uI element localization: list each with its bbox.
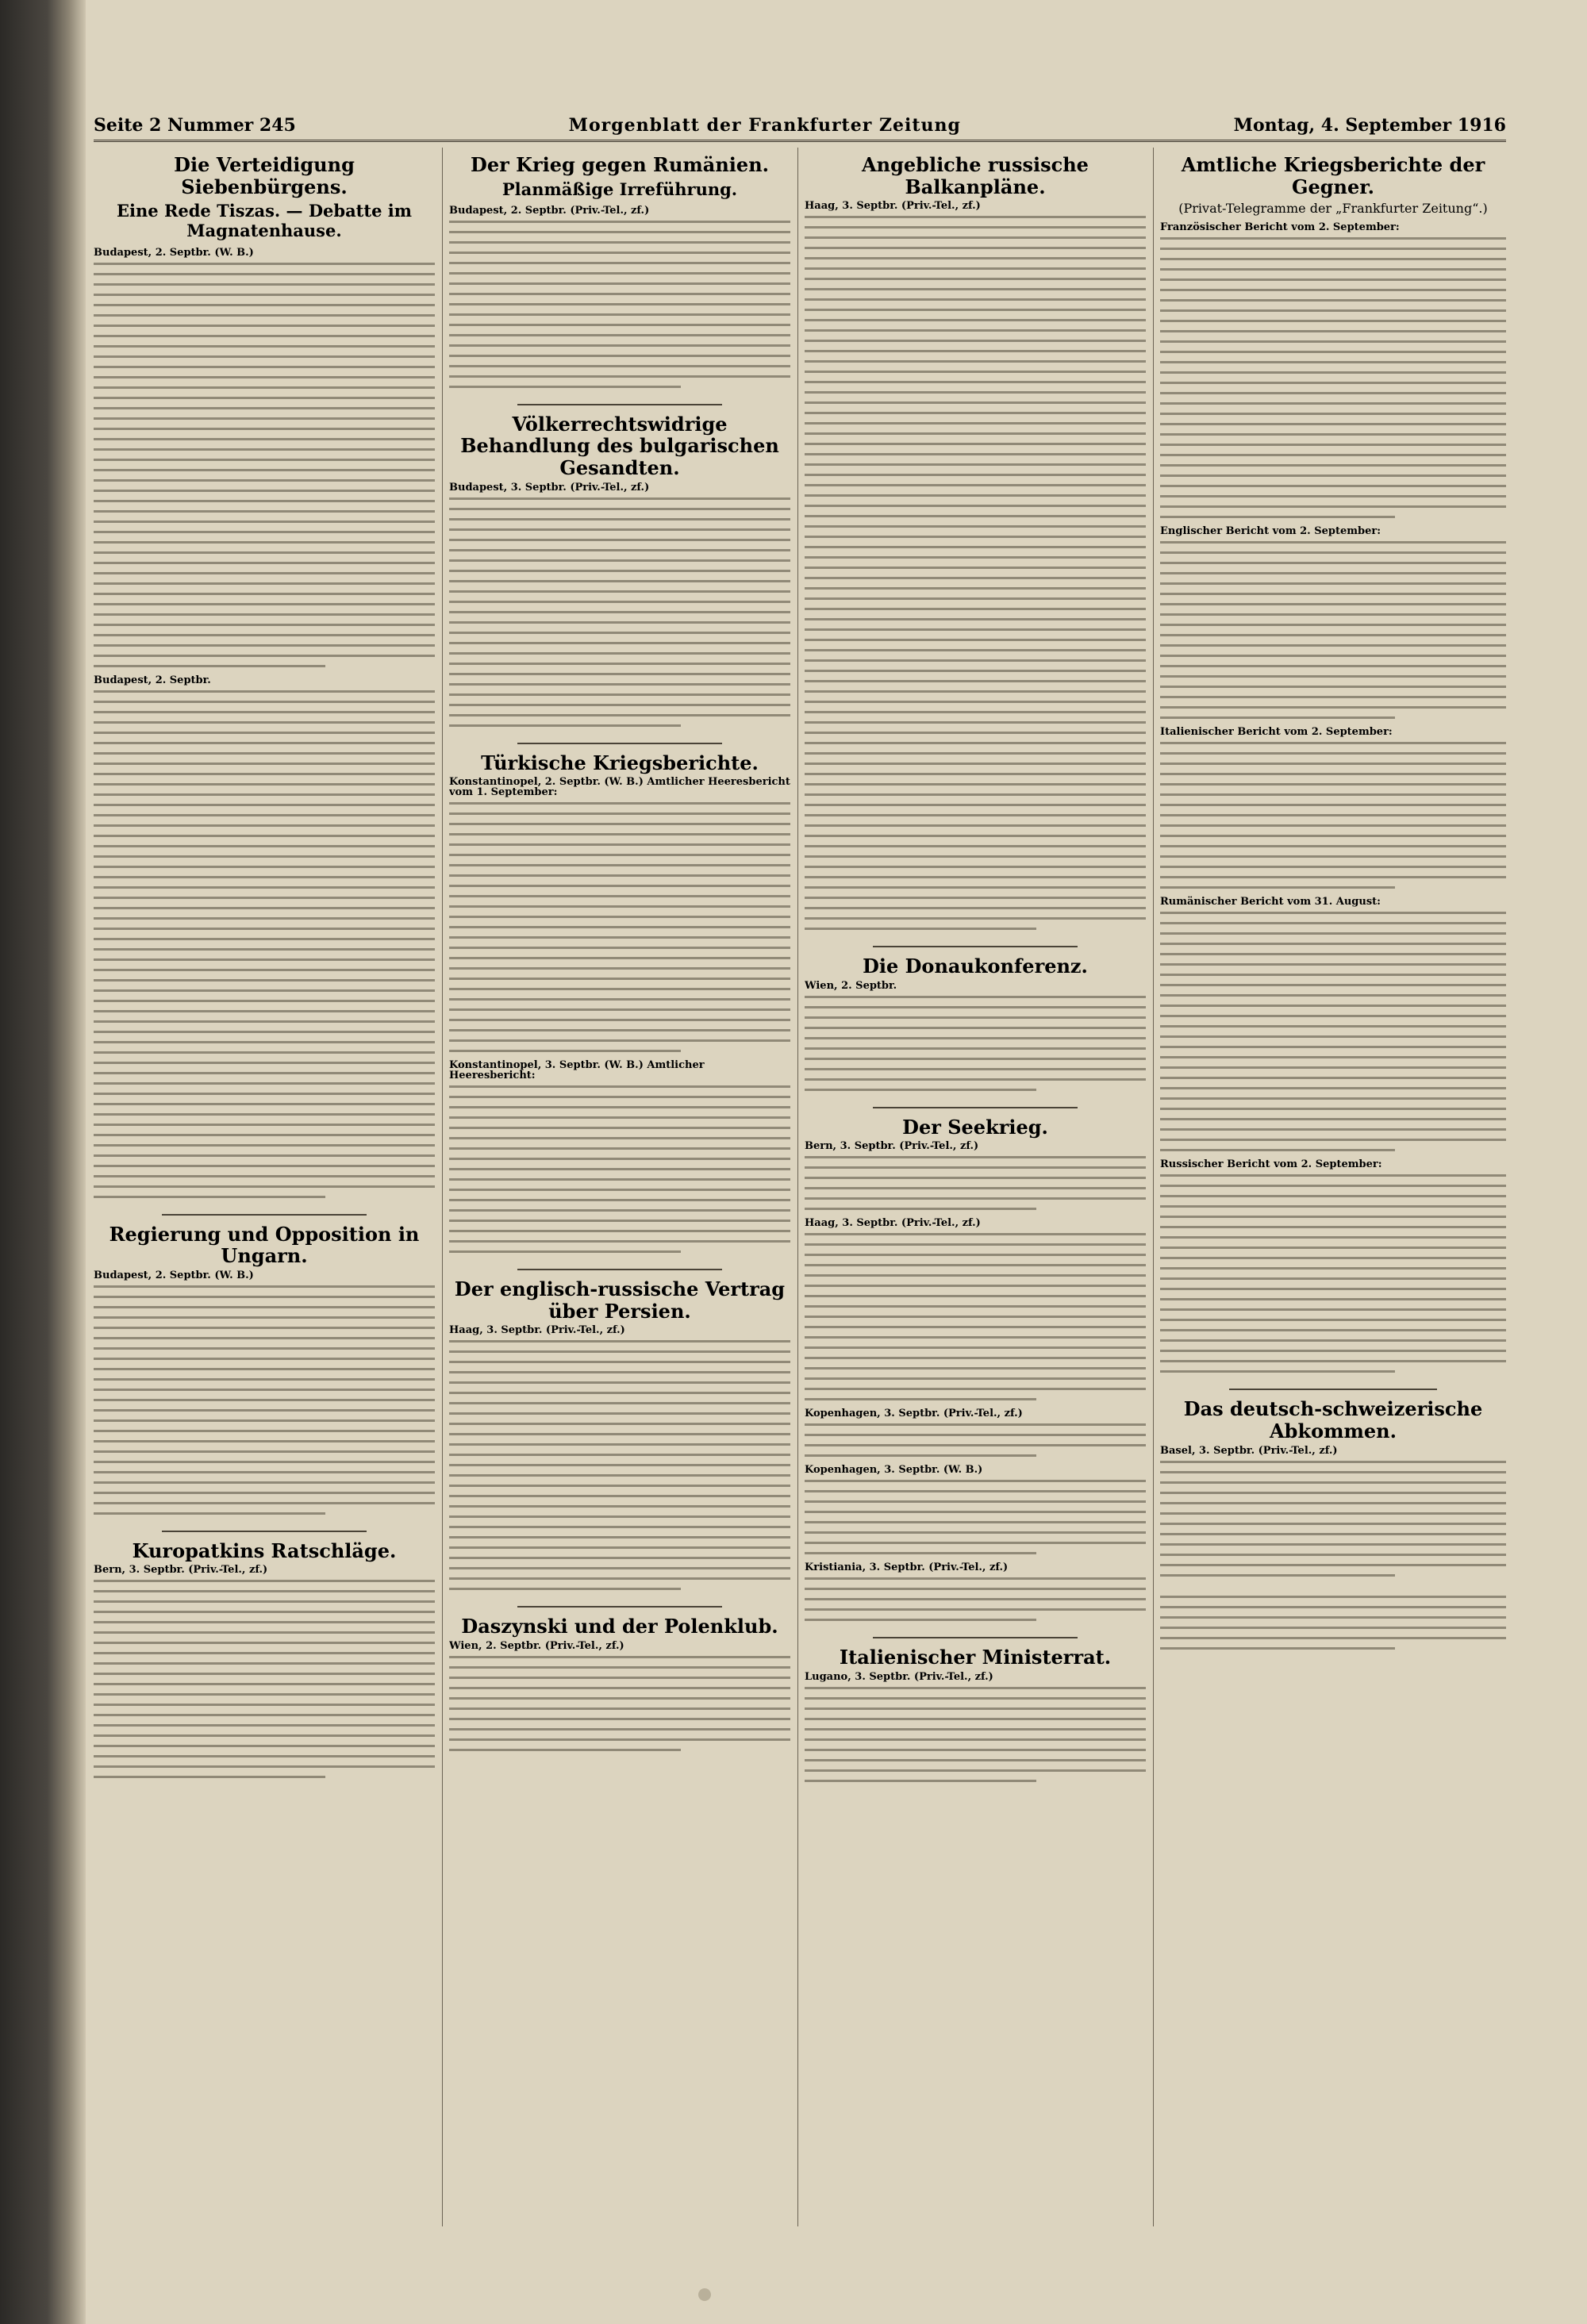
article-body	[1160, 541, 1506, 727]
article-dateline: Wien, 2. Septbr.	[805, 979, 897, 992]
report-heading: Rumänischer Bericht vom 31. August:	[1160, 896, 1381, 908]
article-separator	[517, 1606, 722, 1608]
article-headline: Der Krieg gegen Rumänien.	[471, 153, 769, 176]
masthead	[94, 111, 1506, 142]
article-subheadline: (Privat-Telegramme der „Frankfurter Zeitung“.)	[1178, 201, 1488, 217]
column-3	[805, 151, 1146, 2230]
article-headline: Völkerrechtswidrige Behandlung des bulgarischen Gesandten.	[460, 412, 779, 479]
article-body	[805, 1156, 1146, 1218]
report-heading: Englischer Bericht vom 2. September:	[1160, 525, 1381, 538]
article-dateline: Kopenhagen, 3. Septbr. (W. B.)	[805, 1464, 983, 1477]
article-dateline: Budapest, 2. Septbr. (W. B.)	[94, 246, 254, 259]
article-body	[805, 1423, 1146, 1465]
article-dateline: Kopenhagen, 3. Septbr. (Priv.-Tel., zf.)	[805, 1408, 1023, 1420]
article-body	[805, 1687, 1146, 1790]
article-dateline: Konstantinopel, 3. Septbr. (W. B.) Amtlicher Heeresbericht:	[449, 1059, 705, 1082]
article-headline: Daszynski und der Polenklub.	[461, 1615, 778, 1638]
article-body	[449, 802, 790, 1060]
article-headline: Die Donaukonferenz.	[863, 955, 1088, 978]
article-dateline: Wien, 2. Septbr. (Priv.-Tel., zf.)	[449, 1639, 624, 1652]
report-heading: Russischer Bericht vom 2. September:	[1160, 1158, 1382, 1171]
article-body	[449, 1085, 790, 1261]
article-body	[1160, 237, 1506, 526]
article-dateline: Bern, 3. Septbr. (Priv.-Tel., zf.)	[805, 1140, 979, 1153]
article-separator	[873, 1107, 1078, 1108]
article-dateline: Budapest, 2. Septbr. (Priv.-Tel., zf.)	[449, 204, 650, 217]
article-dateline: Budapest, 2. Septbr. (W. B.)	[94, 1269, 254, 1281]
article-headline: Der Seekrieg.	[902, 1115, 1048, 1139]
article-headline: Angebliche russische Balkanpläne.	[862, 153, 1089, 198]
article-dateline: Haag, 3. Septbr. (Priv.-Tel., zf.)	[805, 1217, 981, 1230]
article-body	[449, 221, 790, 396]
article-body	[1160, 1461, 1506, 1658]
article-dateline: Bern, 3. Septbr. (Priv.-Tel., zf.)	[94, 1564, 268, 1577]
column-2	[449, 151, 790, 2230]
article-subheadline: Eine Rede Tiszas. — Debatte im Magnatenhause.	[117, 201, 412, 241]
article-body	[449, 1340, 790, 1598]
article-body	[1160, 742, 1506, 897]
column-rule	[1153, 148, 1154, 2226]
article-separator	[162, 1531, 367, 1532]
article-separator	[162, 1214, 367, 1216]
article-separator	[1229, 1389, 1437, 1390]
article-body	[1160, 912, 1506, 1159]
article-body	[449, 1656, 790, 1759]
article-dateline: Lugano, 3. Septbr. (Priv.-Tel., zf.)	[805, 1670, 993, 1683]
article-headline: Amtliche Kriegsberichte der Gegner.	[1181, 153, 1485, 198]
article-headline: Das deutsch-schweizerische Abkommen.	[1183, 1397, 1483, 1442]
article-headline: Kuropatkins Ratschläge.	[132, 1538, 397, 1562]
book-binding	[0, 0, 86, 2324]
article-body	[94, 1580, 435, 1786]
report-heading: Französischer Bericht vom 2. September:	[1160, 221, 1400, 234]
article-body	[805, 996, 1146, 1099]
article-dateline: Konstantinopel, 2. Septbr. (W. B.) Amtlicher Heeresbericht vom 1. September:	[449, 776, 790, 799]
article-body	[805, 1233, 1146, 1408]
article-headline: Türkische Kriegsberichte.	[481, 751, 759, 774]
report-heading: Italienischer Bericht vom 2. September:	[1160, 726, 1393, 739]
article-separator	[873, 1637, 1078, 1638]
article-subheadline: Planmäßige Irreführung.	[501, 179, 738, 199]
article-dateline: Basel, 3. Septbr. (Priv.-Tel., zf.)	[1160, 1444, 1338, 1457]
article-dateline: Haag, 3. Septbr. (Priv.-Tel., zf.)	[805, 200, 981, 213]
article-headline: Die Verteidigung Siebenbürgens.	[174, 153, 355, 198]
article-body	[1160, 1174, 1506, 1381]
column-rule	[797, 148, 798, 2226]
article-body	[94, 263, 435, 675]
masthead-title: Morgenblatt der Frankfurter Zeitung	[568, 115, 961, 136]
masthead-date: Montag, 4. September 1916	[1233, 115, 1506, 136]
article-body	[805, 216, 1146, 938]
article-body	[805, 1577, 1146, 1629]
masthead-page-number: Seite 2 Nummer 245	[94, 115, 296, 136]
article-dateline: Budapest, 3. Septbr. (Priv.-Tel., zf.)	[449, 481, 650, 494]
article-body	[94, 1285, 435, 1523]
article-body	[805, 1480, 1146, 1562]
column-4	[1160, 151, 1506, 2230]
column-1	[94, 151, 435, 2230]
column-rule	[442, 148, 443, 2226]
article-body	[449, 497, 790, 735]
article-separator	[873, 946, 1078, 947]
article-separator	[517, 1269, 722, 1270]
page-stain	[698, 2288, 711, 2301]
article-dateline: Kristiania, 3. Septbr. (Priv.-Tel., zf.)	[805, 1561, 1009, 1574]
article-body	[94, 690, 435, 1206]
article-dateline: Haag, 3. Septbr. (Priv.-Tel., zf.)	[449, 1324, 625, 1337]
article-dateline: Budapest, 2. Septbr.	[94, 674, 211, 686]
article-headline: Italienischer Ministerrat.	[839, 1646, 1112, 1669]
article-headline: Regierung und Opposition in Ungarn.	[109, 1222, 420, 1268]
article-separator	[517, 404, 722, 405]
article-headline: Der englisch-russische Vertrag über Persien.	[454, 1277, 786, 1323]
article-separator	[517, 743, 722, 744]
